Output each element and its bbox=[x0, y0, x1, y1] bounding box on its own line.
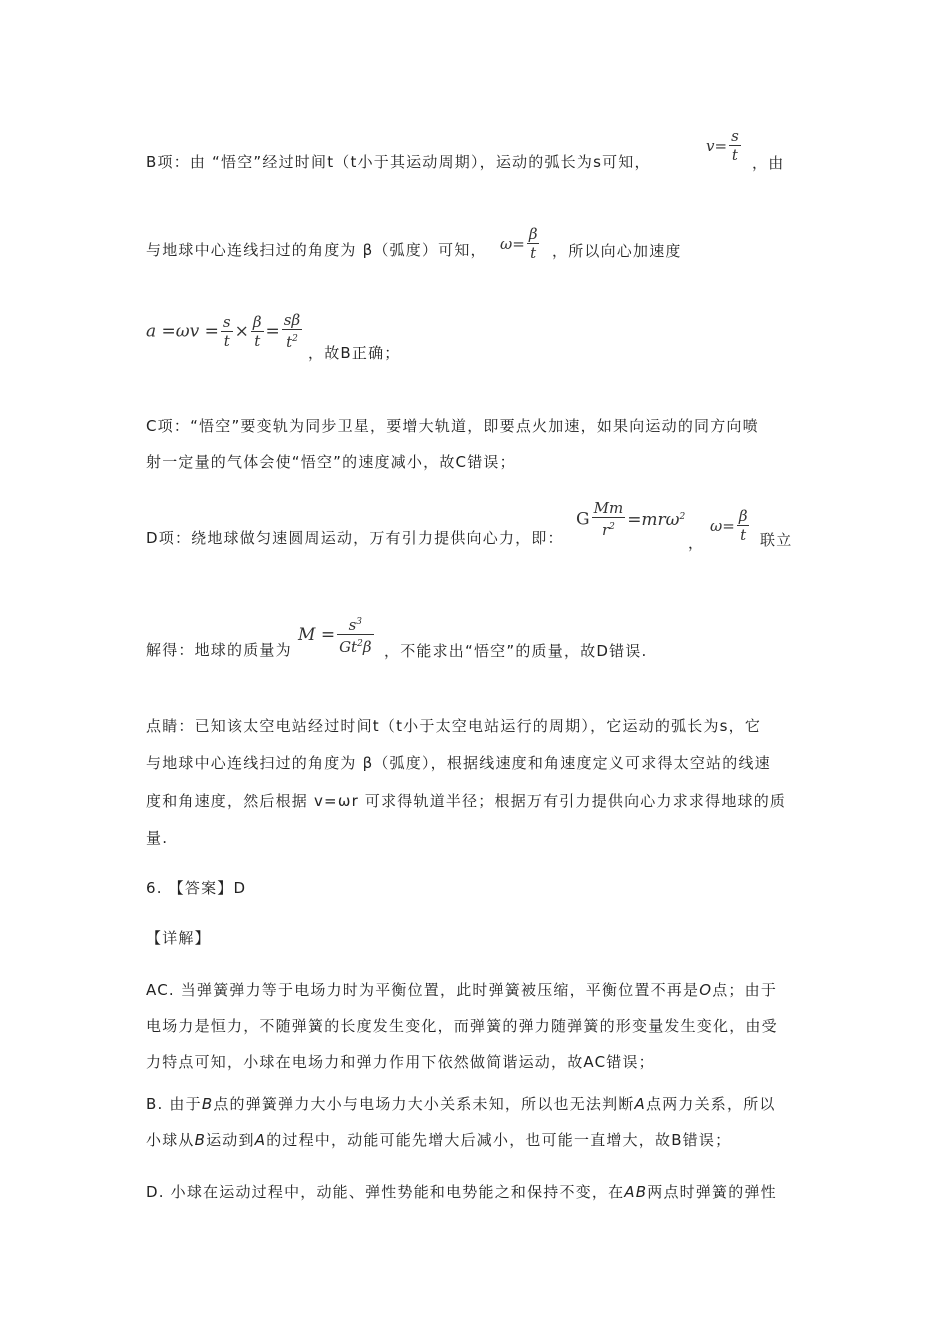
q6-detail-heading: 【详解】 bbox=[146, 929, 211, 947]
equals-sign: = bbox=[722, 517, 735, 535]
s-symbol: s bbox=[348, 616, 357, 634]
text: 两点时弹簧的弹性 bbox=[647, 1183, 777, 1201]
b-line-1-tail: ，由 bbox=[752, 154, 785, 172]
q6-answer: 6. 【答案】D bbox=[146, 879, 247, 897]
point-O: O bbox=[699, 981, 713, 999]
frac-den: t bbox=[731, 146, 738, 164]
ac-line-2: 电场力是恒力，不随弹簧的长度发生变化，而弹簧的弹力随弹簧的形变量发生变化，由受 bbox=[146, 1017, 778, 1035]
b-line-1 bbox=[146, 152, 651, 172]
fraction-mass bbox=[337, 614, 373, 656]
frac-num: β bbox=[528, 225, 538, 243]
times-sign: × bbox=[234, 321, 249, 342]
b-line-2 bbox=[146, 240, 487, 260]
fraction-sbeta-t2 bbox=[282, 312, 302, 351]
omega-v: ωv bbox=[175, 321, 200, 342]
point-B: B bbox=[201, 1095, 214, 1113]
b-line-1-text: B项：由 “悟空”经过时间t（t小于其运动周期），运动的弧长为s可知， bbox=[146, 153, 651, 171]
points-AB: AB bbox=[624, 1183, 648, 1201]
text: 的过程中，动能可能先增大后减小，也可能一直增大，故B错误； bbox=[266, 1131, 732, 1149]
point-B: B bbox=[194, 1131, 207, 1149]
equals-sign: = bbox=[315, 625, 336, 645]
d6-line-1 bbox=[146, 1182, 777, 1202]
exponent: 2 bbox=[679, 511, 686, 522]
frac-num: s bbox=[731, 127, 739, 145]
frac-den: t bbox=[223, 331, 230, 350]
omega-fraction bbox=[737, 508, 750, 544]
omega-fraction bbox=[527, 226, 540, 262]
b6-line-2 bbox=[146, 1130, 731, 1150]
omega-formula-2 bbox=[710, 508, 751, 544]
fraction-beta-t bbox=[251, 314, 264, 350]
d-line-2-text: 解得：地球的质量为 bbox=[146, 641, 292, 659]
exponent: 2 bbox=[357, 639, 363, 649]
exponent: 2 bbox=[609, 522, 615, 532]
d-line-1-tail: 联立 bbox=[760, 531, 793, 549]
c-line-2: 射一定量的气体会使“悟空”的速度减小，故C错误； bbox=[146, 453, 516, 471]
frac-num: s bbox=[222, 312, 231, 331]
text: 点；由于 bbox=[712, 981, 778, 999]
G-symbol: G bbox=[576, 509, 590, 530]
point-A: A bbox=[254, 1131, 267, 1149]
fraction-s-t bbox=[221, 314, 233, 350]
M-symbol: M bbox=[298, 625, 316, 645]
d-comma: ， bbox=[688, 534, 704, 552]
d-line-2 bbox=[146, 640, 292, 660]
r-symbol: r bbox=[601, 521, 610, 539]
omega-symbol: ω bbox=[710, 517, 723, 535]
mass-formula bbox=[298, 614, 376, 656]
text: D. 小球在运动过程中，动能、弹性势能和电势能之和保持不变，在 bbox=[146, 1183, 625, 1201]
equals-sign: = bbox=[512, 235, 525, 253]
beta-symbol: β bbox=[362, 638, 372, 656]
v-formula bbox=[706, 128, 743, 164]
gravity-formula bbox=[576, 500, 685, 539]
equals-sign: = bbox=[265, 321, 280, 342]
frac-den bbox=[337, 635, 373, 656]
point-A: A bbox=[634, 1095, 646, 1113]
frac-den: t bbox=[530, 244, 537, 262]
text: 小球从 bbox=[146, 1131, 195, 1149]
text: 点的弹簧弹力大小与电场力大小关系未知，所以也无法判断 bbox=[213, 1095, 635, 1113]
b-line-3-tail: ，故B正确； bbox=[308, 344, 401, 362]
t-symbol: t bbox=[286, 333, 293, 351]
equals-sign: = bbox=[199, 321, 219, 342]
Gt-symbol: Gt bbox=[339, 638, 358, 656]
d-line-1-text: D项：绕地球做匀速圆周运动，万有引力提供向心力，即： bbox=[146, 529, 564, 547]
fraction-Mm-r2 bbox=[592, 500, 626, 539]
rhs-text: =mrω bbox=[627, 509, 680, 530]
comment-line-4: 量. bbox=[146, 829, 169, 847]
frac-num: β bbox=[738, 507, 748, 525]
frac-num: β bbox=[252, 312, 262, 331]
frac-den bbox=[284, 330, 300, 351]
frac-num: sβ bbox=[283, 311, 301, 329]
frac-den: t bbox=[740, 526, 747, 544]
c-line-1: C项：“悟空”要变轨为同步卫星，要增大轨道，即要点火加速，如果向运动的同方向喷 bbox=[146, 417, 759, 435]
exponent: 3 bbox=[356, 617, 362, 627]
omega-symbol: ω bbox=[500, 235, 513, 253]
b-line-2-text: 与地球中心连线扫过的角度为 β（弧度）可知， bbox=[146, 241, 487, 259]
frac-den: t bbox=[254, 331, 261, 350]
accel-formula bbox=[146, 312, 304, 351]
b6-line-1 bbox=[146, 1094, 776, 1114]
comment-line-2: 与地球中心连线扫过的角度为 β（弧度），根据线速度和角速度定义可求得太空站的线速 bbox=[146, 754, 771, 772]
ac-line-3: 力特点可知，小球在电场力和弹力作用下依然做简谐运动，故AC错误； bbox=[146, 1053, 655, 1071]
text: B. 由于 bbox=[146, 1095, 202, 1113]
v-fraction bbox=[729, 128, 741, 164]
v-symbol: v bbox=[706, 137, 715, 155]
frac-num bbox=[347, 614, 364, 634]
d-line-1 bbox=[146, 528, 564, 548]
equals-sign: = bbox=[714, 137, 728, 155]
text: 运动到 bbox=[206, 1131, 255, 1149]
text: 点两力关系，所以 bbox=[646, 1095, 776, 1113]
comment-line-1: 点睛：已知该太空电站经过时间t（t小于太空电站运行的周期），它运动的弧长为s，它 bbox=[146, 717, 762, 735]
d-line-2-tail: ，不能求出“悟空”的质量，故D错误. bbox=[384, 642, 648, 660]
frac-den bbox=[600, 518, 617, 539]
rhs bbox=[627, 510, 685, 530]
equals-sign: = bbox=[156, 321, 176, 342]
ac-line-1 bbox=[146, 980, 777, 1000]
exponent: 2 bbox=[292, 334, 298, 344]
a-symbol: a bbox=[146, 321, 157, 342]
b-line-2-tail: ，所以向心加速度 bbox=[552, 242, 682, 260]
omega-formula bbox=[500, 226, 541, 262]
comment-line-3: 度和角速度，然后根据 v=ωr 可求得轨道半径；根据万有引力提供向心力求求得地球的质 bbox=[146, 792, 787, 810]
text: AC. 当弹簧弹力等于电场力时为平衡位置，此时弹簧被压缩，平衡位置不再是 bbox=[146, 981, 700, 999]
frac-num: Mm bbox=[593, 499, 624, 517]
